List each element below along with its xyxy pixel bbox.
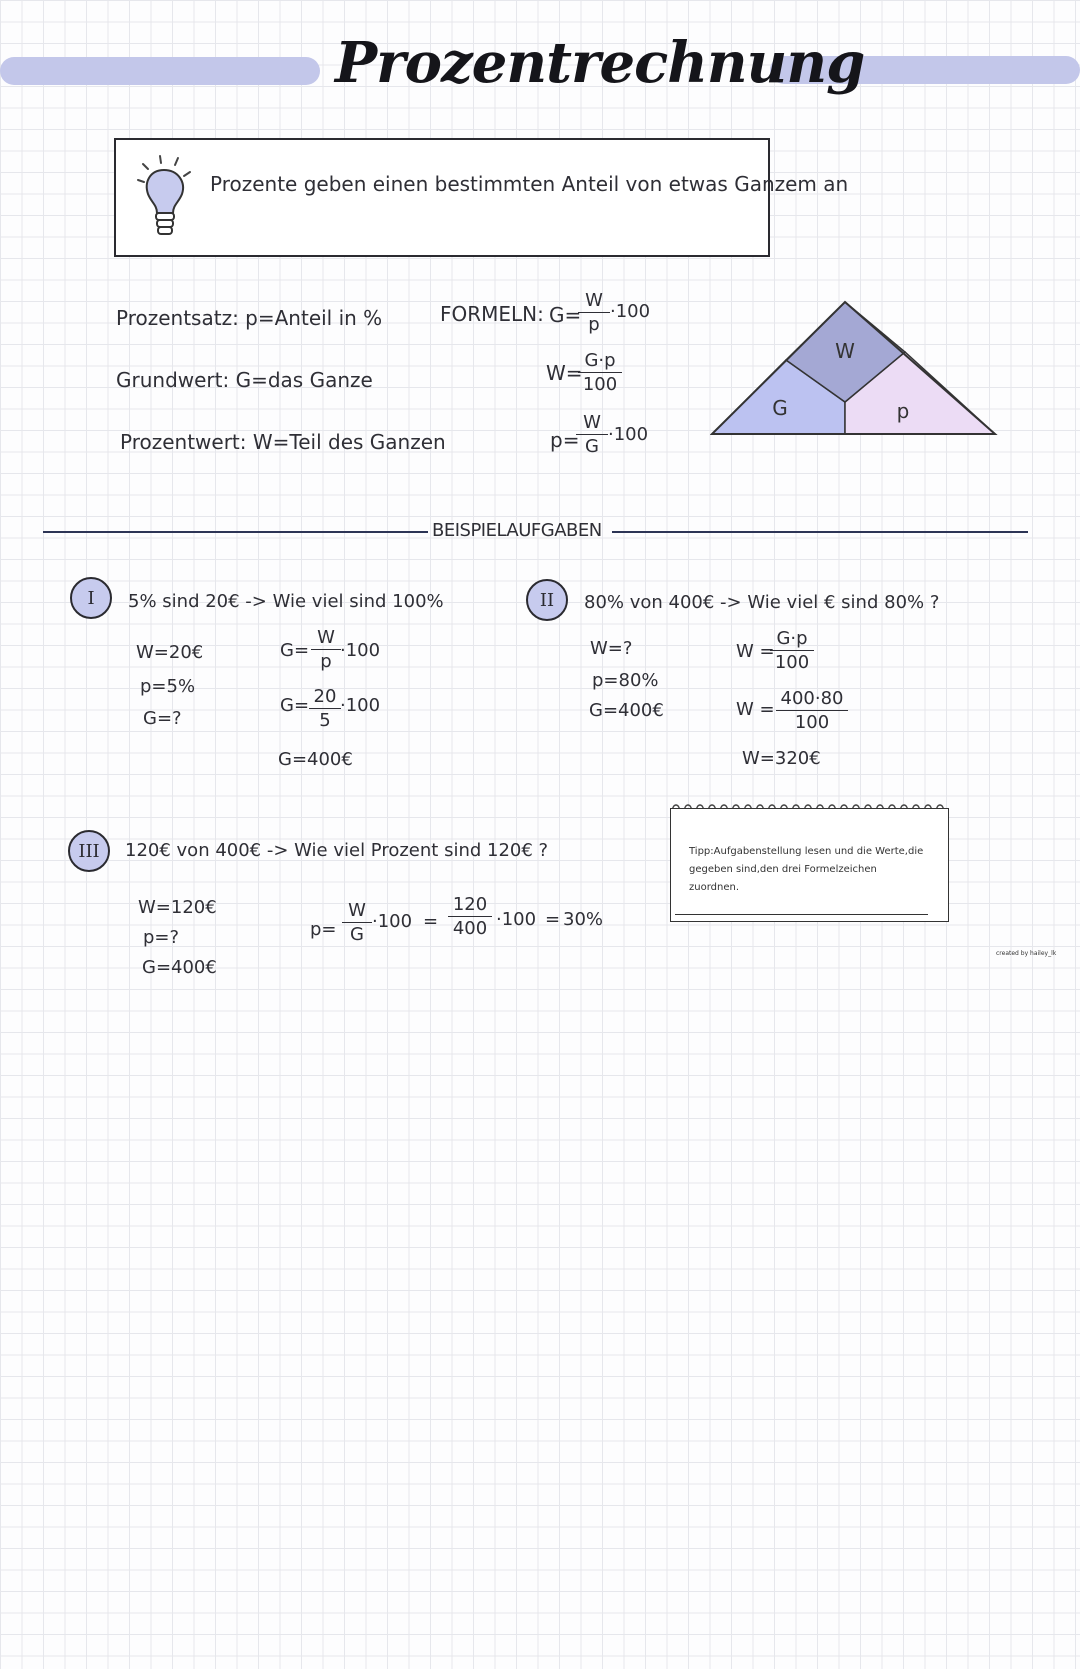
definition-grundwert: Grundwert: G=das Ganze xyxy=(116,368,373,392)
formula-g-numerator: W xyxy=(578,292,610,313)
title-band-left xyxy=(0,57,320,85)
example-3-f2-denominator: 400 xyxy=(452,918,488,939)
example-3-f2-equals: = xyxy=(545,909,561,930)
formula-p-tail: ·100 xyxy=(608,424,649,445)
example-1-f1-denominator: p xyxy=(320,651,332,672)
intro-text: Prozente geben einen bestimmten Anteil von etwas Ganzem an xyxy=(210,172,849,196)
example-3-given-w: W=120€ xyxy=(138,897,217,918)
example-1-f1-fraction xyxy=(311,629,341,671)
example-3-f1-lhs: p= xyxy=(310,919,337,940)
example-1-f1-numerator: W xyxy=(311,629,341,650)
example-1-f2-denominator: 5 xyxy=(319,710,331,731)
example-1-given-p: p=5% xyxy=(140,676,196,697)
example-2-given-p: p=80% xyxy=(592,670,659,691)
triangle-label-g: G xyxy=(772,396,788,420)
example-1-given-w: W=20€ xyxy=(136,642,204,663)
example-3-f1-tail: ·100 xyxy=(372,911,413,932)
formula-w-lhs: W= xyxy=(546,361,583,385)
example-3-f1-denominator: G xyxy=(350,924,364,945)
example-2-f1-numerator: G·p xyxy=(770,630,814,651)
example-2-f2-lhs: W = xyxy=(736,699,775,720)
example-2-task: 80% von 400€ -> Wie viel € sind 80% ? xyxy=(584,592,940,613)
example-1-f1-lhs: G= xyxy=(280,640,310,661)
tip-text: Tipp:Aufgabenstellung lesen und die Werte,die gegeben sind,den drei Formelzeichen zuordnen. xyxy=(689,846,924,893)
example-3-f1-numerator: W xyxy=(342,902,372,923)
example-1-f2-numerator: 20 xyxy=(309,688,341,709)
example-2-f2-fraction xyxy=(776,690,848,732)
example-3-f1-equals: = xyxy=(423,911,439,932)
definition-prozentsatz: Prozentsatz: p=Anteil in % xyxy=(116,306,383,330)
section-divider-right xyxy=(612,531,1028,533)
formulas-label: FORMELN: xyxy=(440,302,544,326)
example-1-task: 5% sind 20€ -> Wie viel sind 100% xyxy=(128,591,444,612)
example-2-f1-fraction xyxy=(770,630,814,672)
formula-g-lhs: G= xyxy=(549,303,582,327)
example-3-f2-tail: ·100 xyxy=(496,909,537,930)
example-2-given-g: G=400€ xyxy=(589,700,664,721)
formula-g-denominator: p xyxy=(588,314,600,335)
example-1-result: G=400€ xyxy=(278,749,353,770)
definition-prozentwert: Prozentwert: W=Teil des Ganzen xyxy=(120,430,446,454)
triangle-label-w: W xyxy=(835,339,855,363)
example-3-f2-numerator: 120 xyxy=(448,896,492,917)
example-1-f2-fraction xyxy=(309,688,341,730)
formula-w-numerator: G·p xyxy=(578,352,622,373)
example-2-f1-denominator: 100 xyxy=(774,652,810,673)
example-2-given-w: W=? xyxy=(590,638,633,659)
example-3-given-p: p=? xyxy=(143,927,180,948)
example-1-f2-lhs: G= xyxy=(280,695,310,716)
formula-g-fraction xyxy=(578,292,610,334)
example-1-number: I xyxy=(70,577,112,619)
example-3-f2-fraction xyxy=(448,896,492,938)
example-3-f1-fraction xyxy=(342,902,372,944)
page-title: Prozentrechnung xyxy=(335,30,865,96)
example-3-number: III xyxy=(68,830,110,872)
example-2-f2-numerator: 400·80 xyxy=(776,690,848,711)
formula-triangle xyxy=(710,300,1000,448)
lightbulb-icon xyxy=(130,150,200,245)
formula-p-fraction xyxy=(576,414,608,456)
example-2-f2-denominator: 100 xyxy=(794,712,830,733)
example-2-f1-lhs: W = xyxy=(736,641,775,662)
triangle-label-p: p xyxy=(896,399,910,423)
section-title: BEISPIELAUFGABEN xyxy=(432,520,602,541)
example-1-f1-tail: ·100 xyxy=(340,640,381,661)
example-1-given-g: G=? xyxy=(143,708,182,729)
example-3-task: 120€ von 400€ -> Wie viel Prozent sind 120€ ? xyxy=(125,840,549,861)
formula-g-tail: ·100 xyxy=(610,301,651,322)
example-2-number: II xyxy=(526,579,568,621)
formula-w-fraction xyxy=(578,352,622,394)
example-2-result: W=320€ xyxy=(742,748,821,769)
tip-note xyxy=(670,808,949,922)
example-3-given-g: G=400€ xyxy=(142,957,217,978)
intro-box xyxy=(114,138,849,257)
example-1-f2-tail: ·100 xyxy=(340,695,381,716)
example-3-result: 30% xyxy=(563,909,604,930)
formula-w-denominator: 100 xyxy=(582,374,618,395)
credit-text: created by hailey_lk xyxy=(996,950,1057,957)
formula-p-numerator: W xyxy=(576,414,608,435)
section-divider-left xyxy=(43,531,428,533)
formula-p-lhs: p= xyxy=(550,428,580,452)
tip-underline xyxy=(675,914,928,915)
formula-p-denominator: G xyxy=(585,436,599,457)
